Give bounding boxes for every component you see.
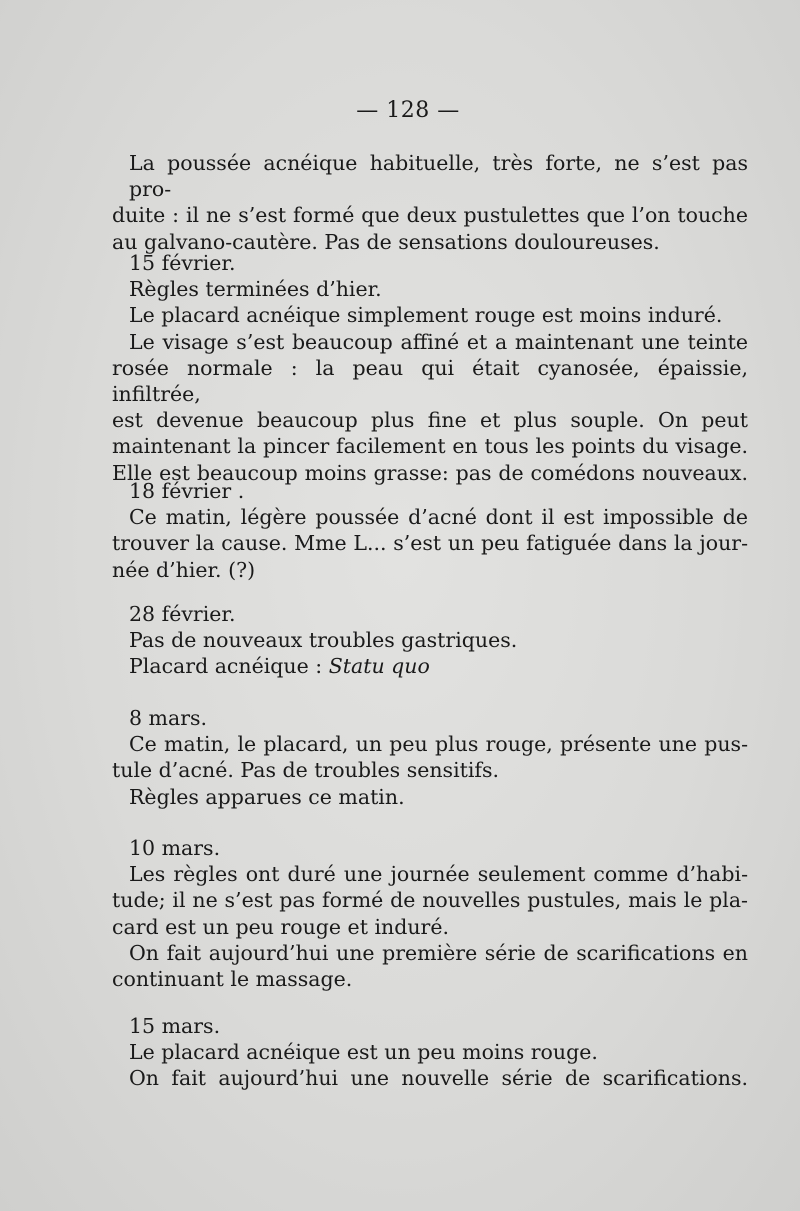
text-line: On fait aujourd’hui une nouvelle série de scarifications. [129,1066,748,1091]
text-line: duite : il ne s’est formé que deux pustulettes que l’on touche [112,203,748,228]
text-line: trouver la cause. Mme L... s’est un peu fatiguée dans la jour- [112,531,748,556]
text-line: Ce matin, le placard, un peu plus rouge, présente une pus- [129,732,748,757]
text-line [112,653,748,679]
entry-date: 15 février. [129,251,236,275]
entry-date: 28 février. [129,602,236,626]
entry-date: 10 mars. [129,836,221,860]
text-line: est devenue beaucoup plus fine et plus souple. On peut [112,408,748,433]
text-line: maintenant la pincer facilement en tous les points du visage. [112,434,748,459]
text-line: Le placard acnéique simplement rouge est moins induré. [129,303,723,328]
paragraph-intro [112,150,748,255]
text-line: Les règles ont duré une journée seulement comme d’habi- [129,862,748,887]
text-line: Règles apparues ce matin. [129,784,405,809]
entry-mar-15 [112,1013,748,1092]
text-line: Elle est beaucoup moins grasse: pas de comédons nouveaux. [112,460,748,485]
text-line: rosée normale : la peau qui était cyanosée, épaissie, infiltrée, [112,355,748,407]
text-line: au galvano-cautère. Pas de sensations douloureuses. [112,229,660,254]
entry-date: 8 mars. [129,706,208,730]
text-line: Pas de nouveaux troubles gastriques. [129,628,518,653]
text-line: La poussée acnéique habituelle, très forte, ne s’est pas pro- [129,151,748,202]
entry-date: 18 février . [129,479,245,503]
entry-feb-15 [112,250,748,486]
text-line: card est un peu rouge et induré. [112,914,449,939]
page-number: — 128 — [356,98,460,123]
text-line: Le placard acnéique est un peu moins rouge. [129,1040,598,1065]
entry-feb-28 [112,601,748,680]
entry-feb-18 [112,478,748,583]
text-line: Règles terminées d’hier. [129,277,382,302]
entry-mar-08 [112,705,748,810]
text-line: continuant le massage. [112,967,353,992]
entry-date: 15 mars. [129,1014,221,1038]
text-line: née d’hier. (?) [112,557,256,582]
text-line: tule d’acné. Pas de troubles sensitifs. [112,758,500,783]
text-line: Le visage s’est beaucoup affiné et a maintenant une teinte [129,329,748,354]
text-line: Ce matin, légère poussée d’acné dont il est impossible de [129,505,748,530]
statu-label: Placard acnéique : [129,654,329,679]
statu-quo-italic: Statu quo [328,654,430,679]
text-line: On fait aujourd’hui une première série de scarifications en [129,940,748,965]
text-line: tude; il ne s’est pas formé de nouvelles pustules, mais le pla- [112,888,748,913]
entry-mar-10 [112,835,748,992]
